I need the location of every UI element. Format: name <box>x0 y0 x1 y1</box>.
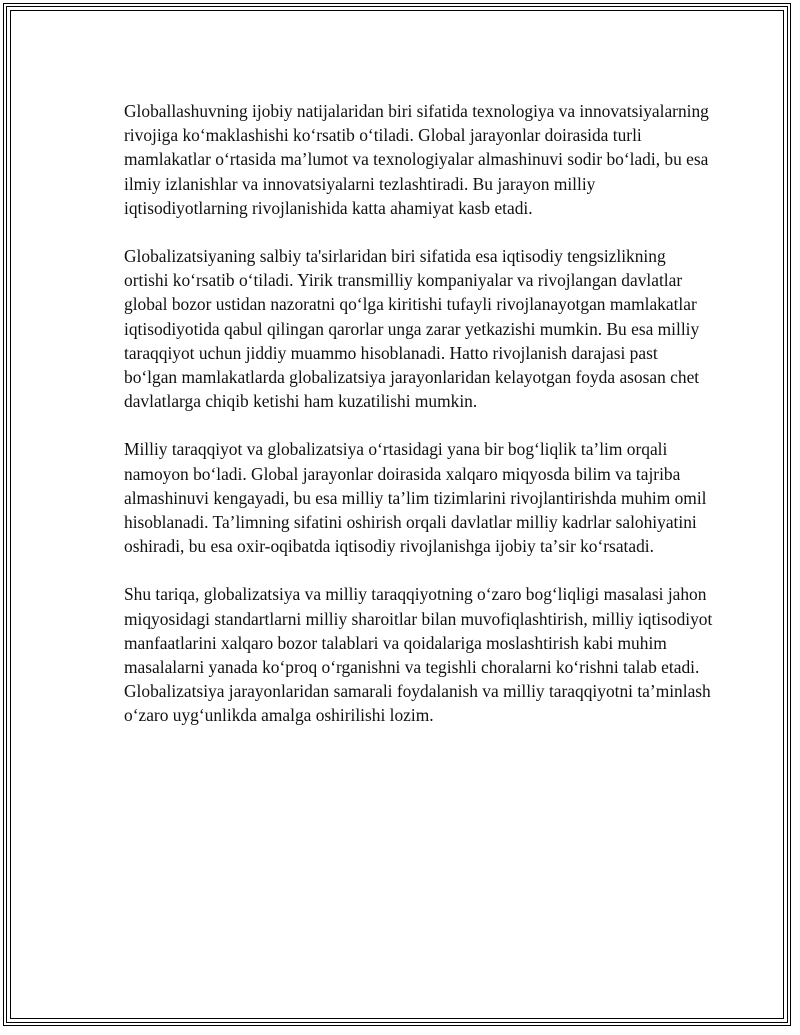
paragraph-2: Globalizatsiyaning salbiy ta'sirlaridan biri sifatida esa iqtisodiy tengsizlikning ortishi koʻrsatib oʻtiladi. Yirik transmilliy kompaniyalar va rivojlangan davlatlar global bozor ustidan nazoratni qoʻlga kiritishi tufayli rivojlanayotgan mamlakatlar iqtisodiyotida qabul qilingan qarorlar unga zarar yetkazishi mumkin. Bu esa milliy taraqqiyot uchun jiddiy muammo hisoblanadi. Hatto rivojlanish darajasi past boʻlgan mamlakatlarda globalizatsiya jarayonlaridan kelayotgan foyda asosan chet davlatlarga chiqib ketishi ham kuzatilishi mumkin. <box>124 246 700 412</box>
page-border <box>3 3 791 1026</box>
document-body <box>124 99 714 752</box>
paragraph-1: Globallashuvning ijobiy natijalaridan biri sifatida texnologiya va innovatsiyalarning rivojiga koʻmaklashishi koʻrsatib oʻtiladi. Global jarayonlar doirasida turli mamlakatlar oʻrtasida maʼlumot va texnologiyalar almashinuvi sodir boʻladi, bu esa ilmiy izlanishlar va innovatsiyalarni tezlashtiradi. Bu jarayon milliy iqtisodiyotlarning rivojlanishida katta ahamiyat kasb etadi. <box>124 101 709 218</box>
paragraph-3: Milliy taraqqiyot va globalizatsiya oʻrtasidagi yana bir bogʻliqlik taʼlim orqali namoyon boʻladi. Global jarayonlar doirasida xalqaro miqyosda bilim va tajriba almashinuvi kengayadi, bu esa milliy taʼlim tizimlarini rivojlantirishda muhim omil hisoblanadi. Taʼlimning sifatini oshirish orqali davlatlar milliy kadrlar salohiyatini oshiradi, bu esa oxir-oqibatda iqtisodiy rivojlanishga ijobiy taʼsir koʻrsatadi. <box>124 439 707 557</box>
paragraph-4: Shu tariqa, globalizatsiya va milliy taraqqiyotning oʻzaro bogʻliqligi masalasi jahon miqyosidagi standartlarni milliy sharoitlar bilan muvofiqlashtirish, milliy iqtisodiyot manfaatlarini xalqaro bozor talablari va qoidalariga moslashtirish kabi muhim masalalarni yanada koʻproq oʻrganishni va tegishli choralarni koʻrishni talab etadi. Globalizatsiya jarayonlaridan samarali foydalanish va milliy taraqqiyotni taʼminlash oʻzaro uygʻunlikda amalga oshirilishi lozim. <box>124 584 713 726</box>
